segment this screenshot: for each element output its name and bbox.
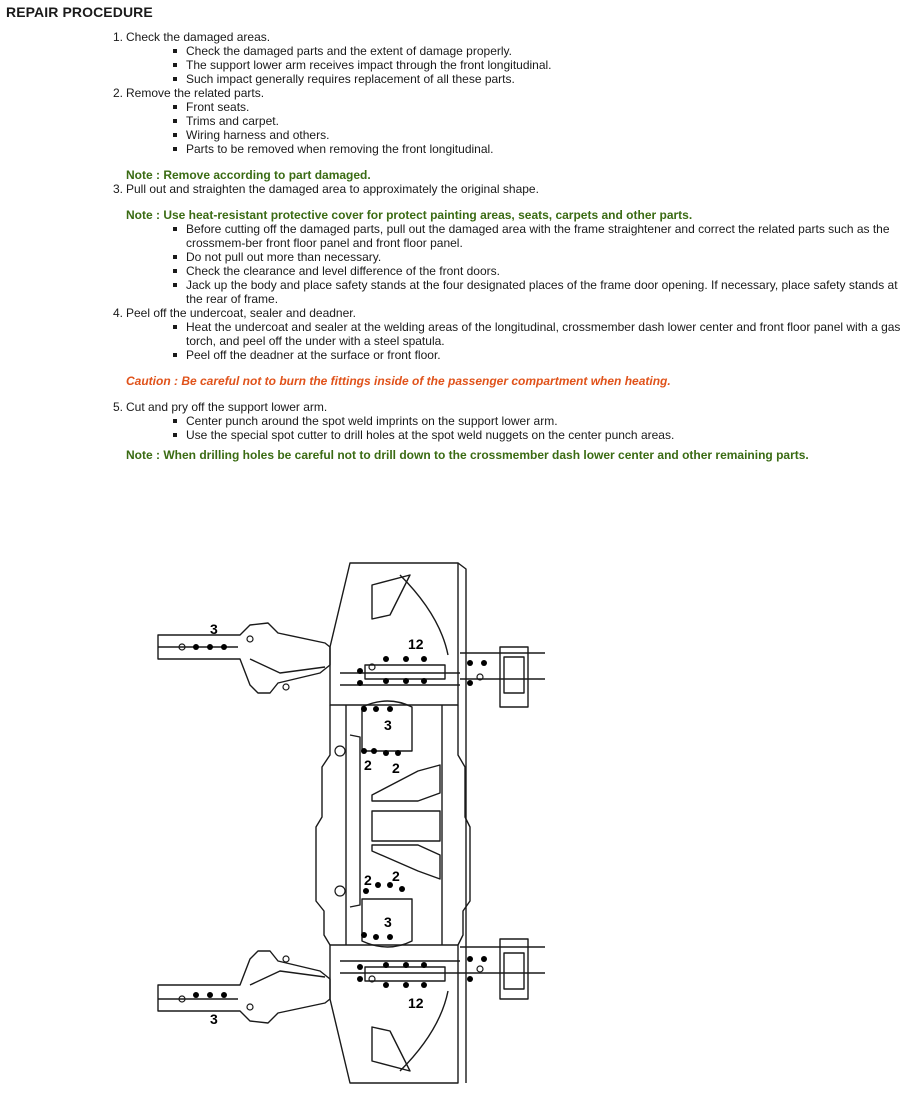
support-lower-arm-diagram xyxy=(150,555,550,1090)
note-remove-according: Note : Remove according to part damaged. xyxy=(126,168,371,182)
step-text: Peel off the undercoat, sealer and deadner. xyxy=(126,306,356,320)
label-lower-2b: 2 xyxy=(392,868,400,884)
label-lower-center: 3 xyxy=(384,914,392,930)
step-number: 3. xyxy=(113,182,124,196)
note-heat-resistant-cover: Note : Use heat-resistant protective cover for protect painting areas, seats, carpets and other parts. xyxy=(126,208,693,222)
label-bottom-mid: 12 xyxy=(408,995,424,1011)
note-drilling-holes: Note : When drilling holes be careful not to drill down to the crossmember dash lower center and other remaining parts. xyxy=(126,448,809,462)
step-3 xyxy=(0,182,902,196)
bullet-item: Parts to be removed when removing the front longitudinal. xyxy=(186,142,902,156)
bullet-item: Heat the undercoat and sealer at the welding areas of the longitudinal, crossmember dash lower center and front floor panel with a gas torch, and peel off the under with a steel spatula. xyxy=(186,320,901,348)
step-5-bullets xyxy=(0,414,902,442)
step-4-bullets xyxy=(0,320,902,362)
bullet-item: Before cutting off the damaged parts, pull out the damaged area with the frame straightener and correct the related parts such as the crossmem-ber front floor panel and front floor panel. xyxy=(186,222,902,250)
step-1-bullets xyxy=(0,44,902,86)
step-1 xyxy=(0,30,902,44)
label-top-left: 3 xyxy=(210,621,218,637)
step-text: Remove the related parts. xyxy=(126,86,265,100)
step-number: 5. xyxy=(113,400,124,414)
bullet-item: Check the clearance and level difference of the front doors. xyxy=(186,264,902,278)
step-number: 1. xyxy=(113,30,124,44)
step-4 xyxy=(0,306,902,320)
bullet-item: The support lower arm receives impact through the front longitudinal. xyxy=(186,58,902,72)
bullet-item: Front seats. xyxy=(186,100,902,114)
step-number: 2. xyxy=(113,86,124,100)
bullet-item: Do not pull out more than necessary. xyxy=(186,250,902,264)
bullet-item: Jack up the body and place safety stands at the four designated places of the frame door opening. If necessary, place safety stands at the rear of frame. xyxy=(186,278,902,306)
label-top-mid: 12 xyxy=(408,636,424,652)
step-number: 4. xyxy=(113,306,124,320)
page-title: REPAIR PROCEDURE xyxy=(6,4,153,20)
bullet-item: Use the special spot cutter to drill holes at the spot weld nuggets on the center punch areas. xyxy=(186,428,902,442)
bullet-item: Center punch around the spot weld imprints on the support lower arm. xyxy=(186,414,902,428)
label-upper-center: 3 xyxy=(384,717,392,733)
bullet-item: Such impact generally requires replacement of all these parts. xyxy=(186,72,902,86)
step-3-bullets xyxy=(0,222,902,306)
step-text: Pull out and straighten the damaged area to approximately the original shape. xyxy=(126,182,539,196)
bullet-item: Wiring harness and others. xyxy=(186,128,902,142)
bullet-item: Check the damaged parts and the extent of damage properly. xyxy=(186,44,902,58)
step-text: Check the damaged areas. xyxy=(126,30,271,44)
bullet-item: Trims and carpet. xyxy=(186,114,902,128)
label-upper-2a: 2 xyxy=(364,757,372,773)
label-bottom-left: 3 xyxy=(210,1011,218,1027)
caution-burn-fittings: Caution : Be careful not to burn the fittings inside of the passenger compartment when heating. xyxy=(126,374,671,388)
bullet-item: Peel off the deadner at the surface or front floor. xyxy=(186,348,902,362)
step-2-bullets xyxy=(0,100,902,156)
label-lower-2a: 2 xyxy=(364,872,372,888)
step-2 xyxy=(0,86,902,100)
procedure-content xyxy=(0,30,902,462)
step-text: Cut and pry off the support lower arm. xyxy=(126,400,328,414)
step-5 xyxy=(0,400,902,414)
label-upper-2b: 2 xyxy=(392,760,400,776)
